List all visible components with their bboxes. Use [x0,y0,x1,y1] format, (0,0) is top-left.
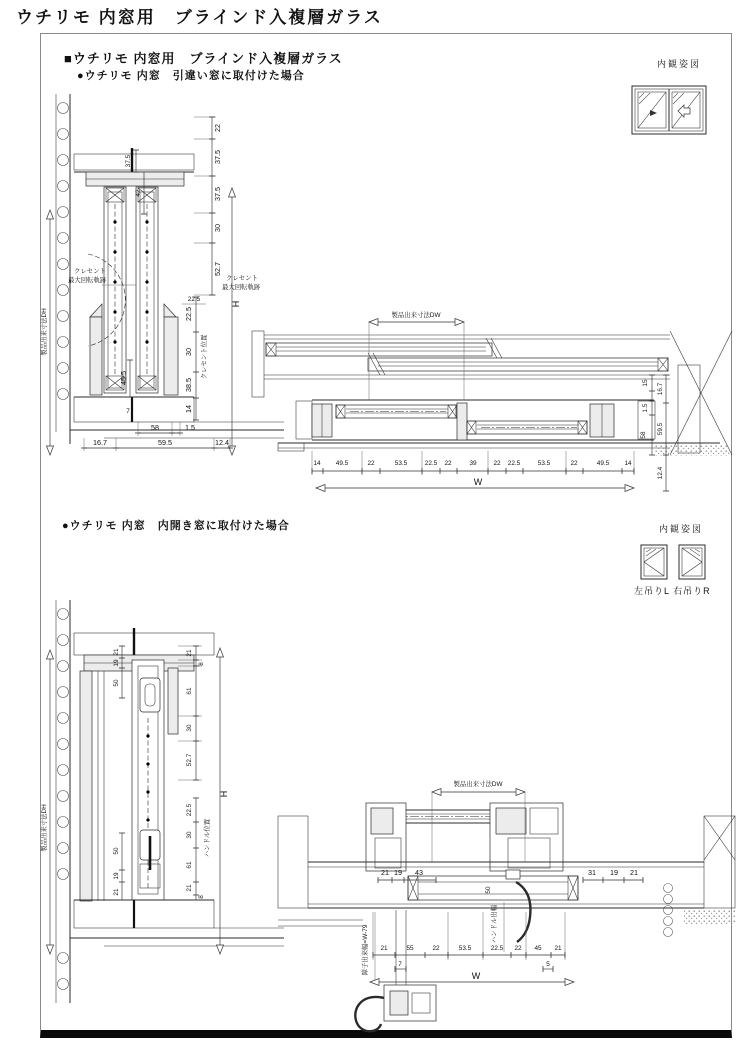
h-dimension [217,648,230,954]
dim-label: 39 [469,460,477,467]
dim-label: 53.5 [394,460,408,467]
dim-label: 19 [113,659,120,667]
dim-label: 19 [113,872,120,880]
right-pane [672,92,700,128]
dim-label: 14 [624,460,632,467]
open-sash-plan [366,803,563,871]
dim-label: 21 [381,868,389,877]
drawing-plan-section-inswing [278,770,736,1038]
inswing-sash [132,660,178,900]
dim-label: 7 [398,961,402,968]
dimension-mid-right [583,868,643,883]
view-label-2: 内観姿図 [659,524,704,534]
dim-label: 12.4 [215,438,229,447]
dim-label: 53.5 [537,460,551,467]
dim-label: 49.5 [596,460,610,467]
dim-label: 12.4 [657,466,664,480]
dim-label: 61 [186,861,193,869]
dimension-right-top [178,646,205,780]
handle-width-label: ハンドル出幅 [491,904,498,944]
dim-label: 50 [485,886,492,894]
crescent-position-label: クレセント位置 [201,334,208,380]
wall-section [56,94,70,444]
dim-label: 31 [588,868,596,877]
dimension-bottom-chain [312,451,634,492]
dim-label: 22.5 [424,460,438,467]
dim-label: 7 [126,408,130,415]
lower-cover-profiles [90,304,178,395]
dim-label: 50 [113,847,120,855]
dim-label: 22 [444,460,452,467]
section2-subheading: ●ウチリモ 内窓 内開き窓に取付けた場合 [62,520,290,532]
dim-label: 21 [630,868,638,877]
dim-label: 45.5 [119,371,128,385]
dimension-bottom-chain [370,912,574,986]
dim-label: 30 [186,831,193,839]
dim-label: 14 [184,405,193,413]
dim-label: 22 [493,460,501,467]
dim-label: 55 [406,945,414,952]
crescent-note-line1: クレセント [74,268,106,275]
dim-label: 21 [554,945,562,952]
dim-label: 58 [640,431,647,439]
dimension-right-bottom [186,798,211,900]
dim-label: 22.5 [507,460,521,467]
frame-jamb [80,671,104,901]
dim-label: 21 [113,648,120,656]
dim-label: 5 [546,961,550,968]
dim-label: 16.7 [93,438,107,447]
dim-label: 61 [186,687,193,695]
drawing-vertical-section-sliding [41,92,284,480]
dim-label: 21 [113,888,120,896]
crescent-note-right-line2: 最大回転軌跡 [222,284,261,291]
dim-label: 30 [213,224,222,232]
existing-sliding-window [252,331,670,397]
dim-label: 22.5 [490,945,504,952]
dim-label: 37.5 [125,154,132,168]
h-dimension-label: H [219,790,229,798]
dim-label: 16.7 [657,382,664,396]
dim-label: 14 [313,460,321,467]
handle-position-label: ハンドル位置 [204,818,211,858]
h-dimension-label: H [231,300,241,308]
dim-label: 52.7 [213,262,222,276]
dimension-left-bottom [113,833,125,900]
dim-label: 43 [415,868,423,877]
dim-label: 58 [151,423,159,432]
dim-label: 21 [380,945,388,952]
crescent-note-line2: 最大回転軌跡 [68,277,107,284]
dim-label: 1.5 [185,423,195,432]
dim-label: 50 [113,679,120,687]
dw-dimension-label: 製品出来寸法DW [391,312,441,319]
dim-label: 22.5 [186,803,193,817]
dim-label: 1.5 [642,403,649,413]
dim-label: 22.5 [187,296,201,303]
left-pane [638,92,666,128]
dim-label: 53.5 [458,945,472,952]
dimension-right-inner [184,297,208,420]
sash-width-label: 障子出来幅=W-79 [362,924,369,976]
dim-label: 8 [198,895,205,899]
casement-left-icon [641,545,667,579]
sliding-window-icon [630,84,708,138]
w-dimension-label: W [471,971,481,981]
dimension-right-side [640,375,669,491]
casement-right-icon [679,545,705,579]
dim-label: 15 [642,379,649,387]
casement-windows-icon [640,544,706,582]
w-dimension-label: W [473,477,483,487]
drawing-plan-section-sliding [250,305,732,505]
page-title: ウチリモ 内窓用 ブラインド入複層ガラス [16,8,383,27]
dim-label: 21 [186,884,193,892]
dw-dimension-label: 製品出来寸法DW [453,781,503,788]
dim-label: 42 [135,189,142,197]
dim-label: 22 [570,460,578,467]
dim-label: 37.5 [213,150,222,164]
crescent-note-right-line1: クレセント [226,275,258,282]
head-frame [74,148,194,186]
dimension-left-top [113,646,125,698]
dim-label: 45 [534,945,542,952]
section1-subheading: ●ウチリモ 内窓 引違い窓に取付けた場合 [77,70,305,82]
sash-unit-left [104,187,126,393]
dim-label: 21 [186,649,193,657]
view-label-1: 内観姿図 [657,59,702,69]
dim-label: 22.5 [184,307,193,321]
dim-label: 8 [198,662,205,666]
dh-dimension-label: 製品出来寸法DH [41,804,48,852]
drawing-vertical-section-inswing [41,598,284,1008]
sill-frame [70,900,284,946]
dim-label: 22 [367,460,375,467]
dim-label: 30 [186,724,193,732]
section1-heading: ■ウチリモ 内窓用 ブラインド入複層ガラス [64,51,343,66]
dim-label: 19 [394,868,402,877]
dim-label: 59.5 [657,422,664,436]
dim-label: 38.5 [184,378,193,392]
dim-label: 59.5 [158,438,172,447]
hang-direction-labels: 左吊りL 右吊りR [634,586,711,596]
dim-label: 19 [610,868,618,877]
dim-label: 22 [213,124,222,132]
sash-unit-right [136,187,158,393]
dim-label: 49.5 [335,460,349,467]
wall-section [56,600,70,1003]
dh-dimension-label: 製品出来寸法DH [41,308,48,356]
dim-label: 37.5 [213,187,222,201]
dim-label: 52.7 [186,753,193,767]
right-wall-section [670,331,732,455]
dim-label: 30 [184,348,193,356]
dim-label: 22 [432,945,440,952]
dimension-left [39,150,147,455]
dim-label: 22 [514,945,522,952]
rotated-labels [360,902,504,984]
